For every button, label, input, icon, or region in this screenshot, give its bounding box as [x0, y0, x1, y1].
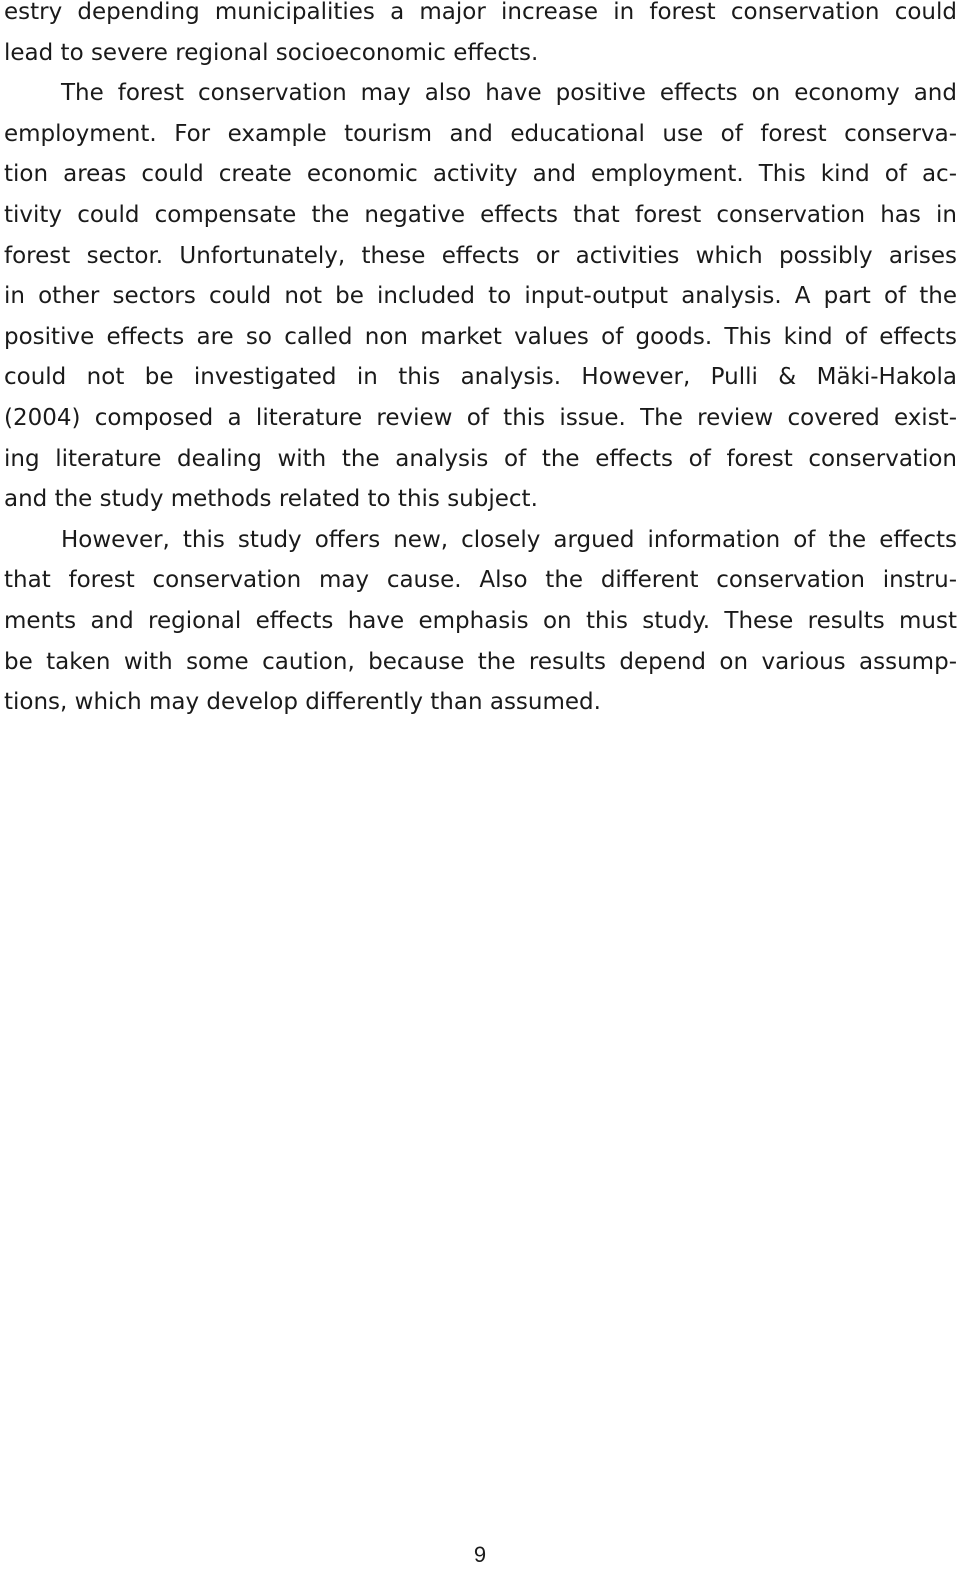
text-line: (2004) composed a literature review of this issue. The review covered exist- — [4, 404, 957, 431]
text-line: However, this study offers new, closely argued information of the effects — [61, 526, 957, 553]
text-line: forest sector. Unfortunately, these effects or activities which possibly arises — [4, 242, 957, 269]
text-line: be taken with some caution, because the results depend on various assump- — [4, 648, 957, 675]
text-line: employment. For example tourism and educational use of forest conserva- — [4, 120, 957, 147]
text-line: tions, which may develop differently than assumed. — [4, 689, 601, 716]
text-line: tivity could compensate the negative effects that forest conservation has in — [4, 201, 957, 228]
text-line: and the study methods related to this subject. — [4, 486, 538, 513]
text-line: ments and regional effects have emphasis on this study. These results must — [4, 607, 957, 634]
text-line: The forest conservation may also have positive effects on economy and — [61, 80, 957, 107]
text-line: estry depending municipalities a major increase in forest conservation could — [4, 0, 957, 25]
text-line: lead to severe regional socioeconomic effects. — [4, 39, 539, 66]
text-line: tion areas could create economic activity and employment. This kind of ac- — [4, 161, 957, 188]
text-line: positive effects are so called non market values of goods. This kind of effects — [4, 323, 957, 350]
text-line: ing literature dealing with the analysis of the effects of forest conservation — [4, 445, 957, 472]
text-line: in other sectors could not be included to input-output analysis. A part of the — [4, 283, 957, 310]
body-text — [4, 0, 957, 723]
text-line: that forest conservation may cause. Also the different conservation instru- — [4, 567, 957, 594]
text-line: could not be investigated in this analysis. However, Pulli & Mäki-Hakola — [4, 364, 957, 391]
page-number: 9 — [473, 1542, 487, 1567]
